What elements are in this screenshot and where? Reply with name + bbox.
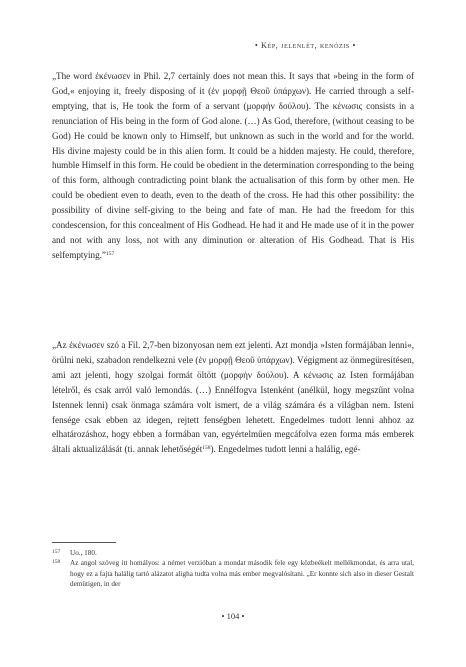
footnote-ref-157[interactable]: 157 <box>105 250 115 257</box>
footnote-separator <box>52 542 116 543</box>
running-head: • Kép, jelenlét, kenózis • <box>254 41 356 50</box>
footnote-text: Az angol szöveg itt homályos: a német verzióban a mondat második fele egy közbeékelt mellékmondat, és arra utal, hogy ez a fajta halálig tartó alázatot aligha tudta volna más ember megvalósítani. „Er konnte sich also in dieser Gestalt demütigen, in der <box>70 559 414 589</box>
footnote-number: 157 <box>52 549 61 555</box>
footnote-ref-158[interactable]: 158 <box>202 445 211 452</box>
footnote-number: 158 <box>52 559 61 566</box>
paragraph-english-text: „The word ἐκένωσεν in Phil. 2,7 certainly does not mean this. It says that »being in the form of God,« enjoying it, freely disposing of it (ἐν μορφῇ Θεοῦ ὑπάρχων). He carried through a self-emptying, that is, He took the form of a servant (μορφὴν δούλου). The κένωσις consists in a renunciation of His being in the form of God alone. (…) As God, therefore, (without ceasing to be God) He could be known only to Himself, but unknown as such in the world and for the world. His divine majesty could be in this alien form. It could be a hidden majesty. He could, therefore, humble Himself in this form. He could be obedient in the determination corresponding to the being of this form, although contradicting point blank the actualisation of this form by other men. He could be obedient even to death, even to the death of the cross. He had this other possibility: the possibility of divine self-giving to the being and fate of man. He had the freedom for this condescension, for this concealment of His Godhead. He had it and He made use of it in the power and not with any loss, not with any diminution or alteration of His Godhead. That is His selfemptying.” <box>52 71 414 260</box>
paragraph-hungarian-text-a: „Az ἐκένωσεν szó a Fil. 2,7-ben bizonyosan nem ezt jelenti. Azt mondja »Isten formájában lenni«, örülni neki, szabadon rendelkezni vele (ἐν μορφῇ Θεοῦ ὑπάρχων). Végigment az önmegüresítésen, ami azt jelenti, hogy szolgai formát öltött (μορφὴν δούλου). A κένωσις az Isten formájában lételről, és csak arról való lemondás. (…) Ennélfogva Istenként (anélkül, hogy megszűnt volna Istennek lenni) csak önmaga számára volt ismert, de a világ számára és a világban nem. Isteni fensége csak ebben az idegen, rejtett fenségben lehetett. Engedelmes tudott lenni ahhoz az elhatározáshoz, hogy ebben a formában van, egyértelműen megcáfolva ezen forma más emberek általi aktualizálását (ti. annak lehetőségét <box>52 340 414 455</box>
paragraph-hungarian-text-b: ). Engedelmes tudott lenni a halálig, egé- <box>210 444 361 455</box>
footnote-text: Uo., 180. <box>70 549 97 557</box>
page-number: • 104 • <box>221 611 245 621</box>
footnote-157 <box>52 548 414 558</box>
footnotes <box>52 548 414 590</box>
footnote-158 <box>52 558 414 589</box>
paragraph-hungarian-translation <box>52 338 414 457</box>
paragraph-english-quote <box>52 69 414 263</box>
